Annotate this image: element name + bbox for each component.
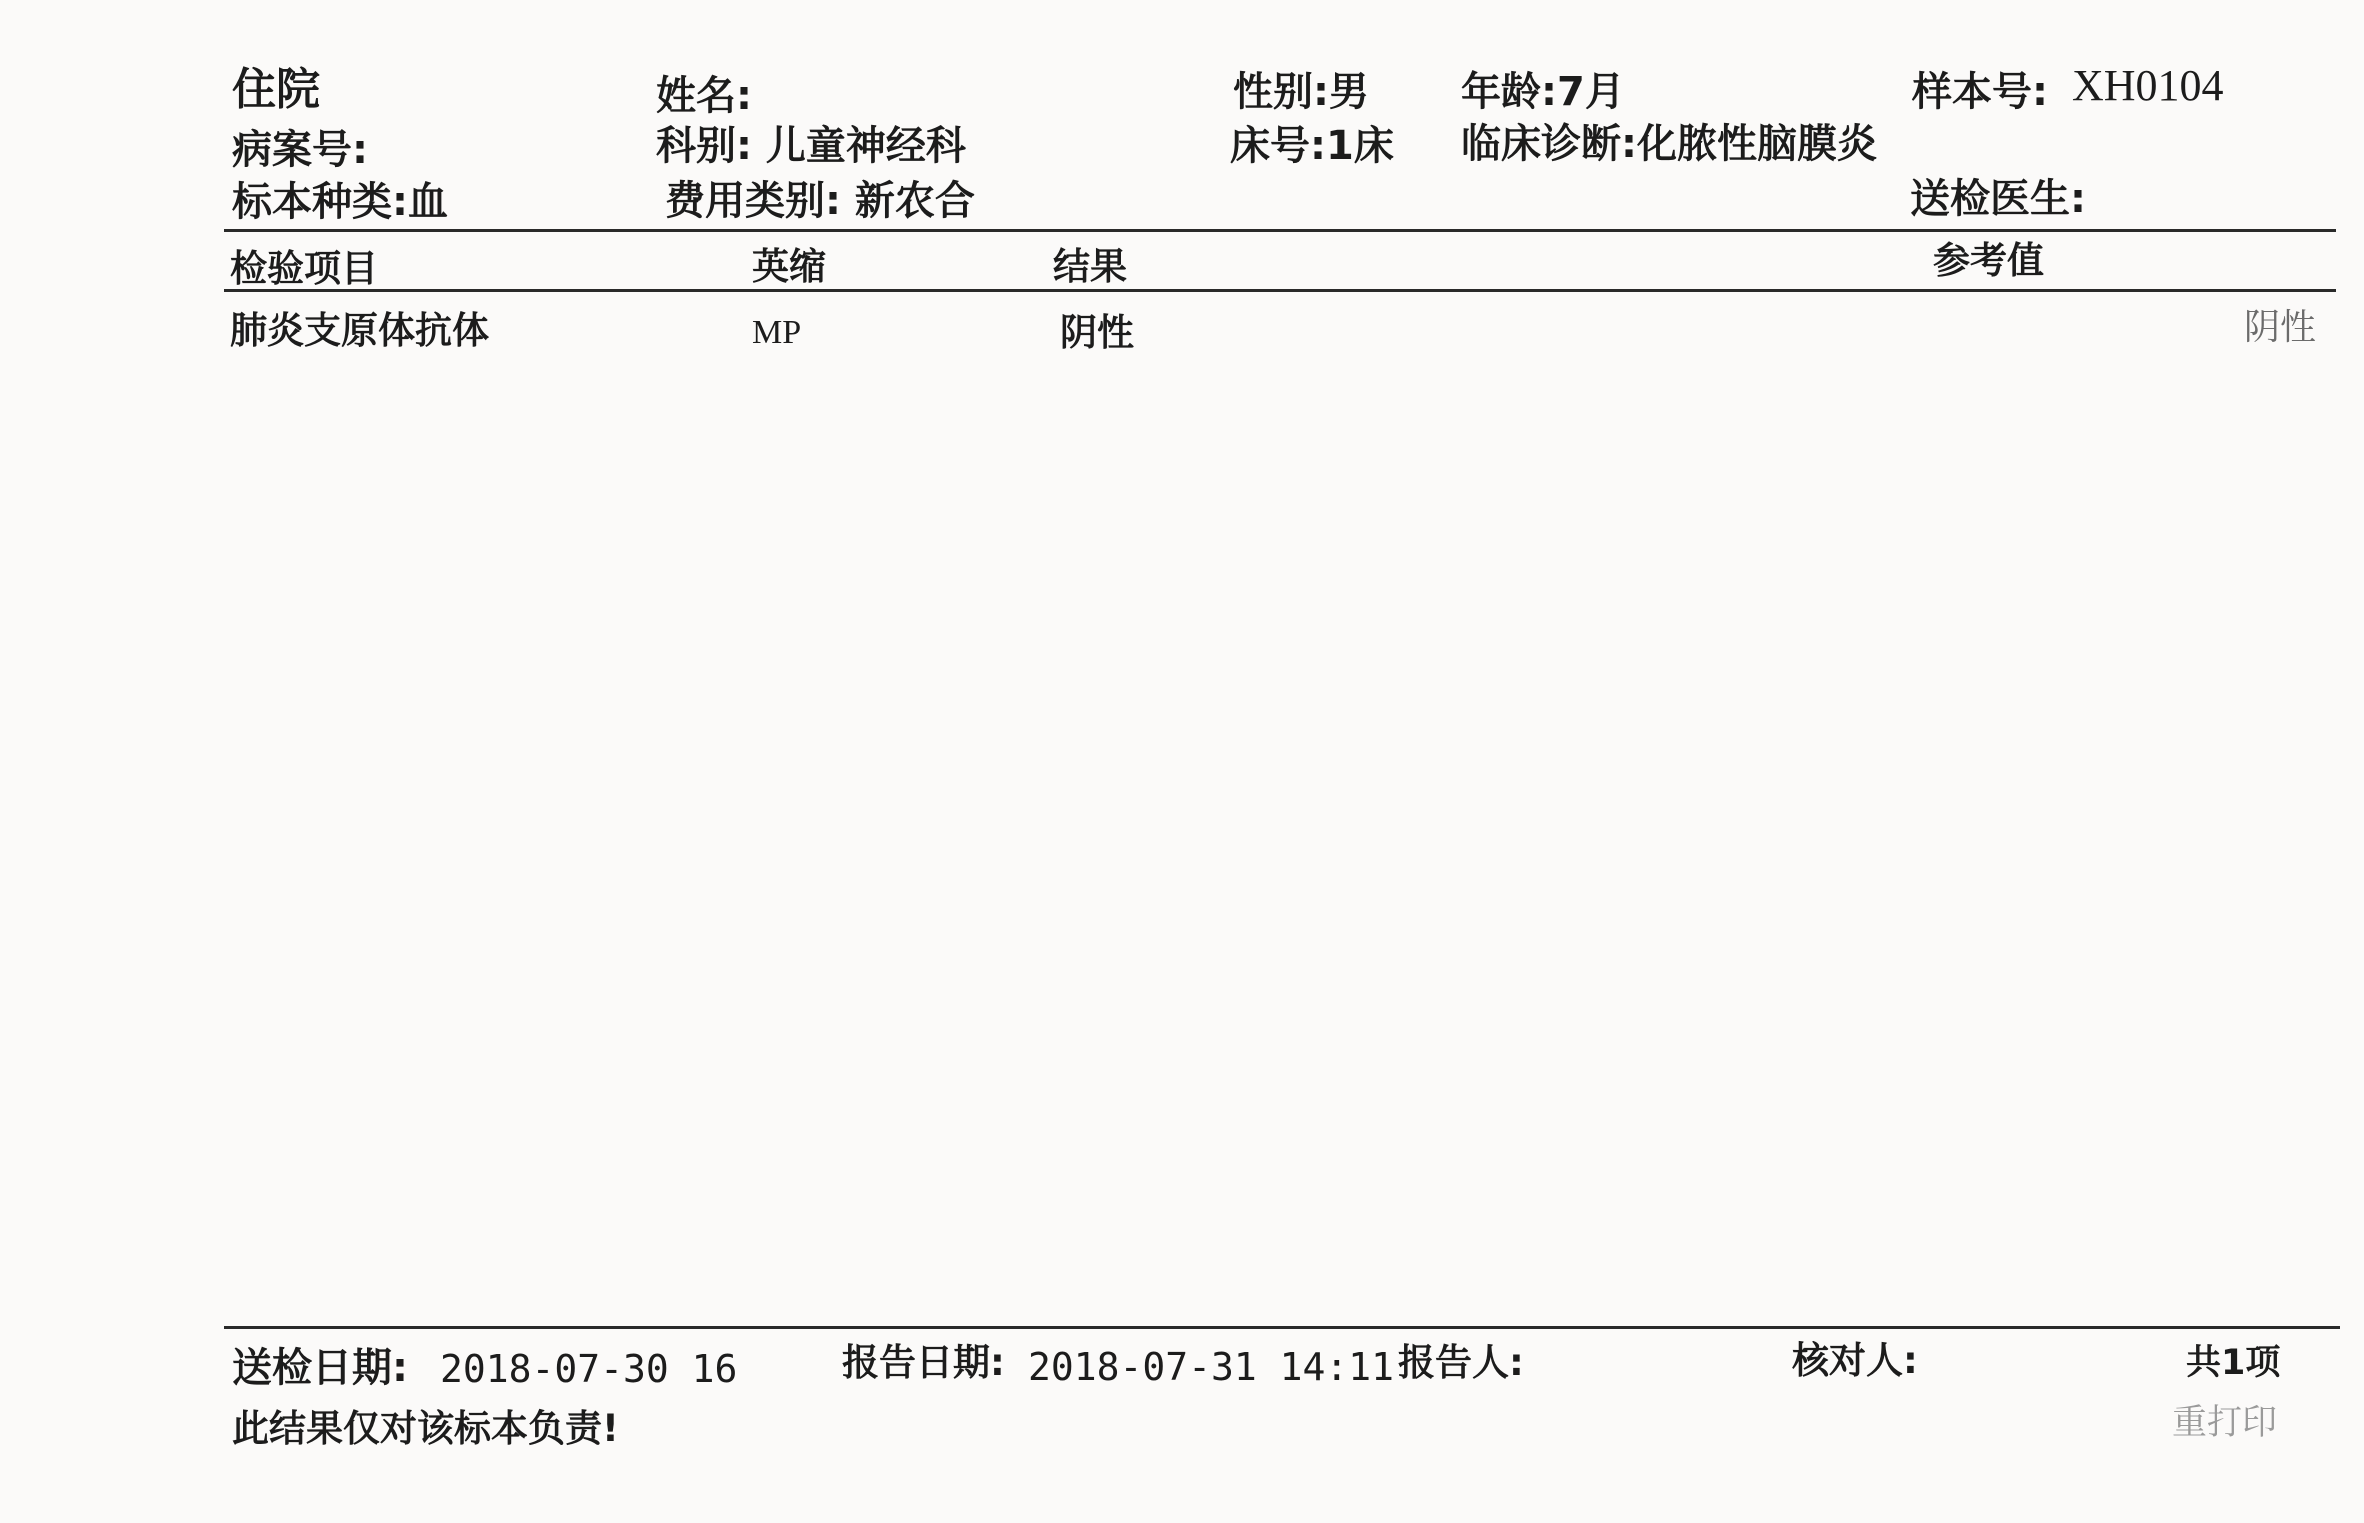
table-header-divider: [224, 289, 2336, 292]
bed-number: 床号:1床: [1230, 123, 1394, 169]
disclaimer: 此结果仅对该标本负责!: [232, 1407, 619, 1450]
checker-label: 核对人:: [1792, 1339, 1918, 1382]
reprint-mark: 重打印: [2172, 1403, 2278, 1443]
column-abbreviation: 英缩: [752, 245, 826, 288]
specimen-type: 标本种类:血: [232, 179, 448, 225]
sample-number-label: 样本号:: [1912, 69, 2048, 115]
total-items: 共1项: [2186, 1343, 2281, 1383]
row-abbreviation: MP: [752, 314, 802, 351]
header-divider: [224, 229, 2336, 232]
row-item: 肺炎支原体抗体: [230, 309, 489, 352]
fee-type: 费用类别: 新农合: [665, 178, 975, 224]
sending-doctor-label: 送检医生:: [1910, 176, 2086, 222]
clinical-diagnosis: 临床诊断:化脓性脑膜炎: [1461, 121, 1877, 167]
reporter-label: 报告人:: [1398, 1341, 1524, 1384]
sample-number-value: XH0104: [2072, 61, 2224, 110]
footer-divider: [224, 1326, 2340, 1329]
patient-gender: 性别:男: [1233, 69, 1369, 115]
row-reference: 阴性: [2244, 307, 2317, 348]
column-result: 结果: [1053, 245, 1127, 288]
column-reference: 参考值: [1933, 239, 2044, 282]
patient-age: 年龄:7月: [1461, 69, 1625, 115]
sent-date-value: 2018-07-30 16: [440, 1347, 738, 1391]
report-date-label: 报告日期:: [842, 1341, 1005, 1384]
case-number-label: 病案号:: [232, 127, 368, 173]
visit-type: 住院: [232, 64, 320, 115]
report-date-value: 2018-07-31 14:11: [1028, 1345, 1395, 1389]
row-result: 阴性: [1060, 311, 1134, 354]
patient-name-label: 姓名:: [656, 73, 752, 119]
department: 科别: 儿童神经科: [656, 123, 966, 169]
column-item: 检验项目: [230, 247, 378, 290]
sent-date-label: 送检日期:: [232, 1345, 408, 1391]
